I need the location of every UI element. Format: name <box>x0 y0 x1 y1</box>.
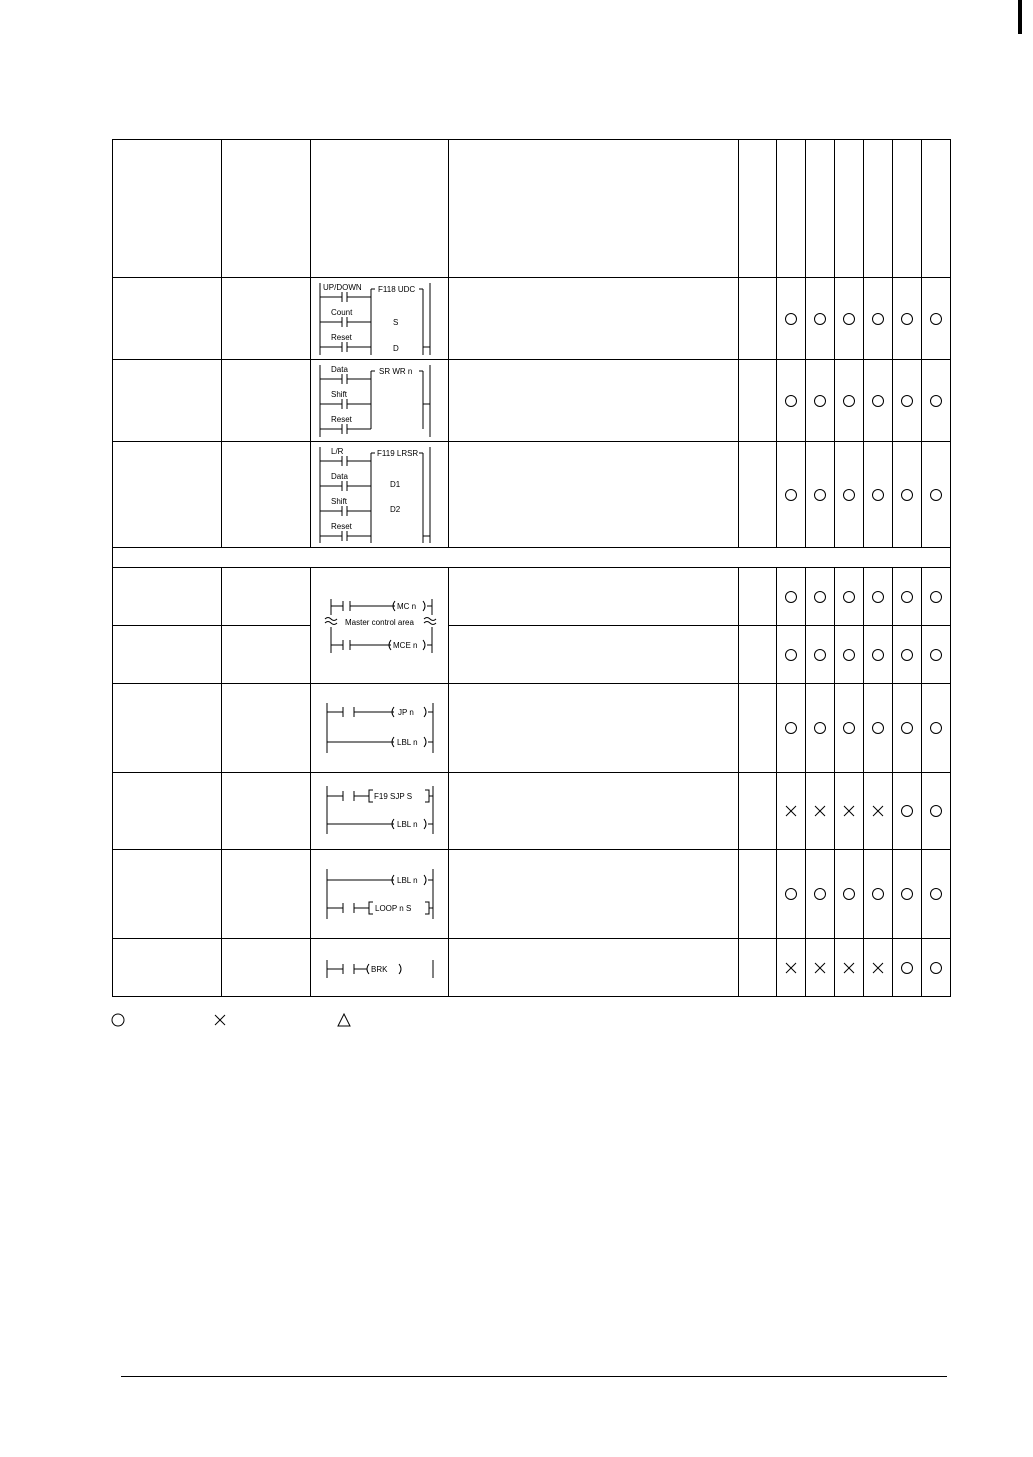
circle-icon <box>900 961 914 975</box>
ladder-diagram-cell <box>311 684 449 773</box>
circle-icon <box>813 312 827 326</box>
circle-icon <box>900 804 914 818</box>
boolean-cell <box>222 278 311 360</box>
circle-icon <box>900 488 914 502</box>
boolean-cell <box>222 442 311 548</box>
description-cell <box>449 568 739 626</box>
description-cell <box>449 939 739 997</box>
circle-icon <box>900 312 914 326</box>
availability-cell <box>922 626 951 684</box>
steps-cell <box>739 773 777 850</box>
availability-cell <box>922 278 951 360</box>
availability-cell <box>806 442 835 548</box>
circle-icon <box>842 887 856 901</box>
cross-icon <box>813 961 827 975</box>
function-box-title: F119 LRSR <box>377 448 419 458</box>
availability-cell <box>835 442 864 548</box>
coil-label: LBL n <box>397 737 418 747</box>
availability-cell <box>864 360 893 442</box>
header-cell <box>864 140 893 278</box>
table-row <box>113 568 951 626</box>
steps-cell <box>739 626 777 684</box>
jp-ladder-diagram <box>311 685 449 772</box>
table-row <box>113 939 951 997</box>
table-row <box>113 626 951 684</box>
availability-cell <box>864 626 893 684</box>
availability-cell <box>806 850 835 939</box>
section-divider-row <box>113 548 951 568</box>
circle-icon <box>900 648 914 662</box>
circle-icon <box>871 887 885 901</box>
availability-cell <box>864 442 893 548</box>
boolean-cell <box>222 360 311 442</box>
cross-icon <box>784 961 798 975</box>
coil-label: BRK <box>371 964 388 974</box>
circle-icon <box>813 887 827 901</box>
operand-label: D <box>393 343 399 353</box>
circle-icon <box>929 648 943 662</box>
coil-label: F19 SJP S <box>374 791 413 801</box>
circle-icon <box>110 1012 126 1028</box>
table-row <box>113 442 951 548</box>
availability-cell <box>835 773 864 850</box>
availability-cell <box>922 939 951 997</box>
name-cell <box>113 626 222 684</box>
circle-icon <box>929 804 943 818</box>
description-cell <box>449 360 739 442</box>
cross-icon <box>212 1012 228 1028</box>
circle-icon <box>900 590 914 604</box>
ladder-diagram-cell <box>311 773 449 850</box>
circle-icon <box>900 887 914 901</box>
mc-mce-ladder-diagram <box>311 569 449 683</box>
availability-cell <box>893 278 922 360</box>
steps-cell <box>739 684 777 773</box>
table-row <box>113 684 951 773</box>
availability-cell <box>893 360 922 442</box>
availability-cell <box>835 568 864 626</box>
availability-cell <box>806 360 835 442</box>
availability-cell <box>922 684 951 773</box>
availability-cell <box>922 568 951 626</box>
circle-icon <box>813 590 827 604</box>
contact-label: Reset <box>331 521 352 531</box>
circle-icon <box>871 312 885 326</box>
availability-cell <box>893 626 922 684</box>
availability-cell <box>806 278 835 360</box>
steps-cell <box>739 568 777 626</box>
circle-icon <box>929 721 943 735</box>
circle-icon <box>842 648 856 662</box>
coil-label: JP n <box>398 707 414 717</box>
circle-icon <box>871 394 885 408</box>
header-cell <box>311 140 449 278</box>
contact-label: Count <box>331 307 353 317</box>
circle-icon <box>842 394 856 408</box>
availability-cell <box>806 626 835 684</box>
availability-cell <box>777 939 806 997</box>
availability-cell <box>835 939 864 997</box>
circle-icon <box>929 590 943 604</box>
operand-label: D1 <box>390 479 401 489</box>
availability-cell <box>893 850 922 939</box>
coil-label: LBL n <box>397 875 418 885</box>
circle-icon <box>784 648 798 662</box>
availability-cell <box>864 278 893 360</box>
availability-cell <box>893 939 922 997</box>
availability-cell <box>777 684 806 773</box>
table-header-row <box>113 140 951 278</box>
availability-cell <box>777 850 806 939</box>
triangle-icon <box>336 1012 352 1028</box>
table-row <box>113 850 951 939</box>
circle-icon <box>813 488 827 502</box>
contact-label: Data <box>331 364 348 374</box>
header-cell <box>449 140 739 278</box>
circle-icon <box>842 312 856 326</box>
header-cell <box>777 140 806 278</box>
availability-cell <box>777 626 806 684</box>
brk-ladder-diagram <box>311 940 449 996</box>
ladder-diagram-cell <box>311 568 449 684</box>
cross-icon <box>842 804 856 818</box>
availability-cell <box>922 442 951 548</box>
cross-icon <box>842 961 856 975</box>
udc-ladder-diagram <box>311 279 449 359</box>
availability-cell <box>835 850 864 939</box>
circle-icon <box>900 721 914 735</box>
header-cell <box>113 140 222 278</box>
ladder-diagram-cell <box>311 278 449 360</box>
footer-rule <box>121 1376 947 1377</box>
operand-label: D2 <box>390 504 401 514</box>
circle-icon <box>871 488 885 502</box>
availability-cell <box>835 360 864 442</box>
circle-icon <box>929 887 943 901</box>
circle-icon <box>784 887 798 901</box>
header-cell <box>222 140 311 278</box>
availability-cell <box>777 773 806 850</box>
name-cell <box>113 360 222 442</box>
availability-cell <box>806 684 835 773</box>
availability-cell <box>864 939 893 997</box>
ladder-diagram-cell <box>311 360 449 442</box>
table-row <box>113 278 951 360</box>
availability-cell <box>864 850 893 939</box>
availability-cell <box>893 568 922 626</box>
boolean-cell <box>222 939 311 997</box>
legend-available <box>110 1012 126 1028</box>
page-edge-mark <box>1018 0 1022 34</box>
table-row <box>113 773 951 850</box>
availability-cell <box>835 684 864 773</box>
table-row <box>113 360 951 442</box>
description-cell <box>449 442 739 548</box>
coil-label: MCE n <box>393 640 418 650</box>
circle-icon <box>929 394 943 408</box>
availability-cell <box>893 684 922 773</box>
header-cell <box>806 140 835 278</box>
availability-cell <box>864 568 893 626</box>
loop-ladder-diagram <box>311 851 449 938</box>
circle-icon <box>813 648 827 662</box>
cross-icon <box>784 804 798 818</box>
legend-not-available <box>212 1012 228 1028</box>
cross-icon <box>813 804 827 818</box>
circle-icon <box>929 961 943 975</box>
circle-icon <box>842 721 856 735</box>
circle-icon <box>784 394 798 408</box>
contact-label: Data <box>331 471 348 481</box>
name-cell <box>113 773 222 850</box>
circle-icon <box>813 394 827 408</box>
circle-icon <box>784 488 798 502</box>
availability-cell <box>777 442 806 548</box>
availability-cell <box>777 568 806 626</box>
coil-label: LOOP n S <box>375 903 412 913</box>
circle-icon <box>813 721 827 735</box>
availability-cell <box>835 278 864 360</box>
function-box-title: F118 UDC <box>378 284 416 294</box>
boolean-cell <box>222 568 311 626</box>
sr-ladder-diagram <box>311 361 449 441</box>
circle-icon <box>871 648 885 662</box>
availability-cell <box>864 684 893 773</box>
name-cell <box>113 850 222 939</box>
boolean-cell <box>222 626 311 684</box>
circle-icon <box>784 721 798 735</box>
lrsr-ladder-diagram <box>311 443 449 547</box>
circle-icon <box>871 721 885 735</box>
availability-cell <box>893 442 922 548</box>
contact-label: Shift <box>331 389 348 399</box>
steps-cell <box>739 442 777 548</box>
area-label: Master control area <box>345 617 414 627</box>
availability-cell <box>864 773 893 850</box>
availability-cell <box>922 360 951 442</box>
header-cell <box>739 140 777 278</box>
name-cell <box>113 684 222 773</box>
description-cell <box>449 773 739 850</box>
steps-cell <box>739 360 777 442</box>
availability-cell <box>835 626 864 684</box>
boolean-cell <box>222 773 311 850</box>
availability-cell <box>922 850 951 939</box>
ladder-diagram-cell <box>311 442 449 548</box>
steps-cell <box>739 939 777 997</box>
coil-label: MC n <box>397 601 417 611</box>
circle-icon <box>784 312 798 326</box>
name-cell <box>113 442 222 548</box>
circle-icon <box>842 590 856 604</box>
cross-icon <box>871 804 885 818</box>
circle-icon <box>929 488 943 502</box>
contact-label: Reset <box>331 414 352 424</box>
coil-label: LBL n <box>397 819 418 829</box>
availability-cell <box>806 773 835 850</box>
header-cell <box>922 140 951 278</box>
instruction-table <box>112 139 951 997</box>
name-cell <box>113 278 222 360</box>
availability-cell <box>806 939 835 997</box>
availability-cell <box>777 278 806 360</box>
legend-partially-available <box>336 1012 352 1028</box>
circle-icon <box>871 590 885 604</box>
contact-label: UP/DOWN <box>323 282 362 292</box>
contact-label: L/R <box>331 446 344 456</box>
section-divider-cell <box>113 548 951 568</box>
function-box-title: SR WR n <box>379 366 413 376</box>
availability-cell <box>922 773 951 850</box>
cross-icon <box>871 961 885 975</box>
steps-cell <box>739 850 777 939</box>
availability-cell <box>893 773 922 850</box>
boolean-cell <box>222 684 311 773</box>
steps-cell <box>739 278 777 360</box>
circle-icon <box>842 488 856 502</box>
name-cell <box>113 568 222 626</box>
availability-cell <box>806 568 835 626</box>
operand-label: S <box>393 317 399 327</box>
name-cell <box>113 939 222 997</box>
boolean-cell <box>222 850 311 939</box>
description-cell <box>449 850 739 939</box>
contact-label: Shift <box>331 496 348 506</box>
header-cell <box>835 140 864 278</box>
circle-icon <box>784 590 798 604</box>
header-cell <box>893 140 922 278</box>
ladder-diagram-cell <box>311 939 449 997</box>
contact-label: Reset <box>331 332 352 342</box>
description-cell <box>449 278 739 360</box>
sjp-ladder-diagram <box>311 774 449 849</box>
description-cell <box>449 684 739 773</box>
description-cell <box>449 626 739 684</box>
circle-icon <box>929 312 943 326</box>
ladder-diagram-cell <box>311 850 449 939</box>
availability-cell <box>777 360 806 442</box>
circle-icon <box>900 394 914 408</box>
